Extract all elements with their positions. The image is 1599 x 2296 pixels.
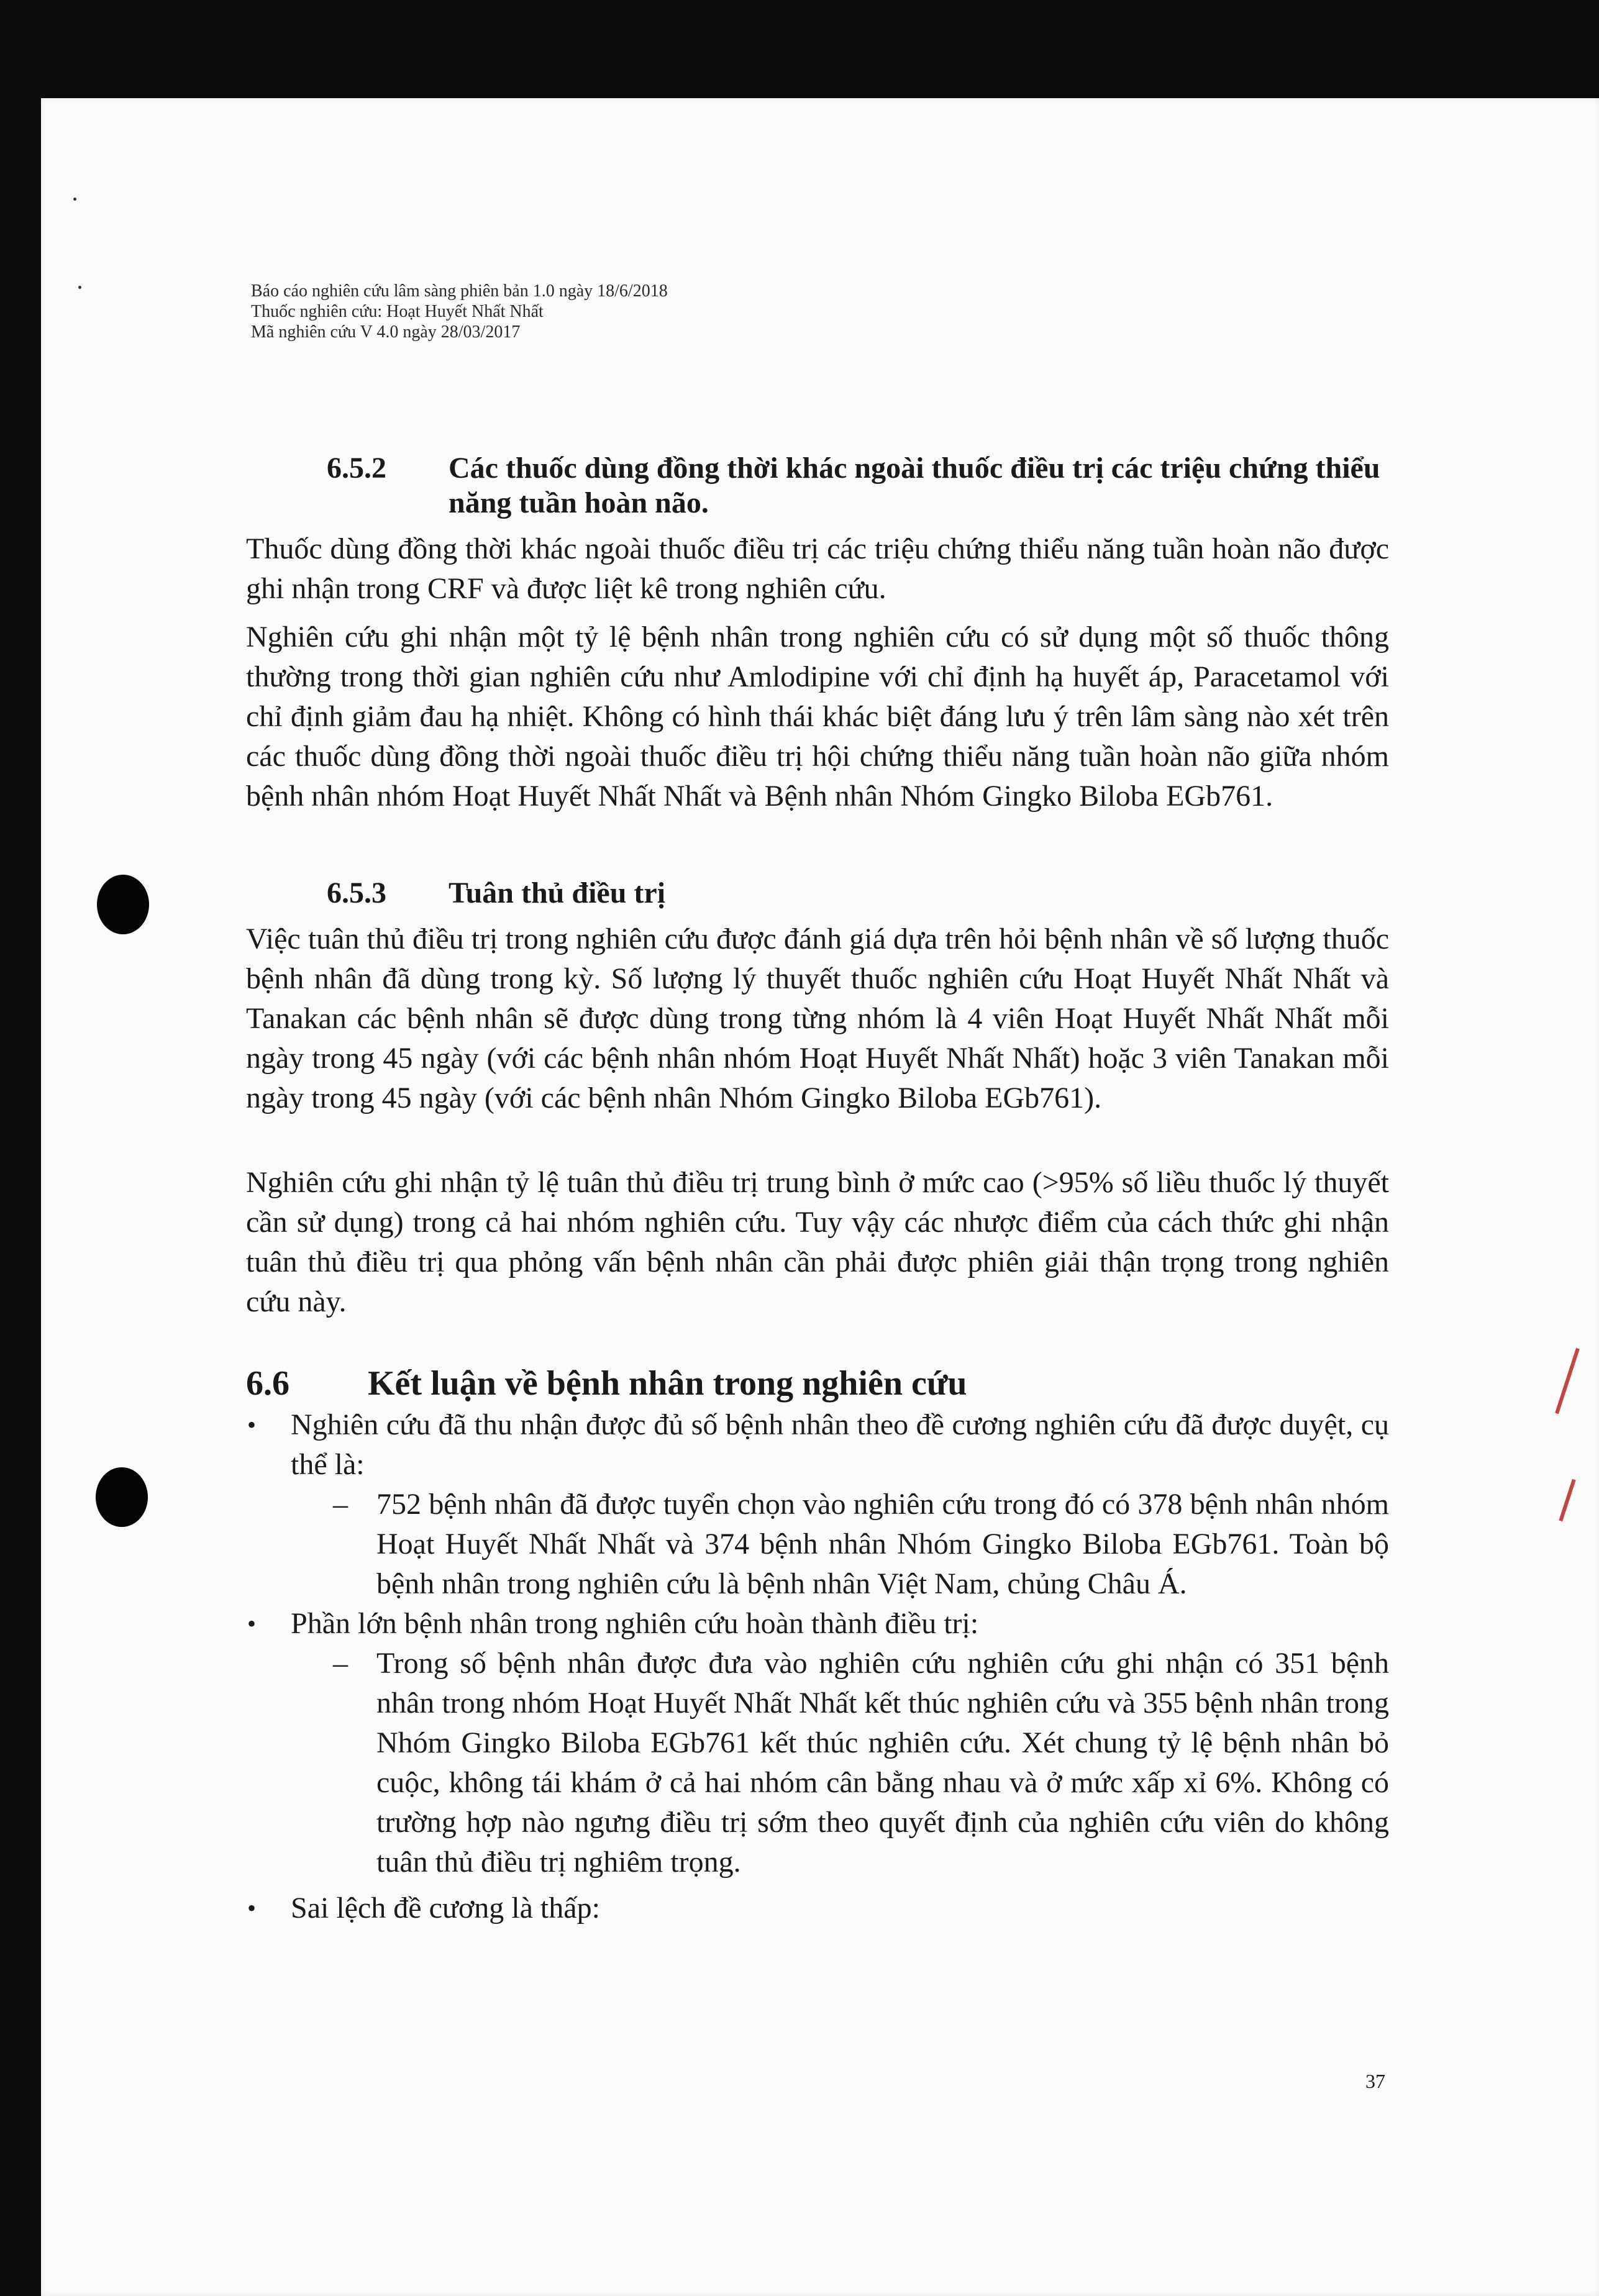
header-line: Báo cáo nghiên cứu lâm sàng phiên bản 1.0 ngày 18/6/2018 (251, 281, 668, 301)
scan-speck (78, 286, 81, 289)
paragraph: Việc tuân thủ điều trị trong nghiên cứu được đánh giá dựa trên hỏi bệnh nhân về số lượng thuốc bệnh nhân đã dùng trong kỳ. Số lượng lý thuyết thuốc nghiên cứu Hoạt Huyết Nhất Nhất và Tanakan các bệnh nhân sẽ được dùng trong từng nhóm là 4 viên Hoạt Huyết Nhất Nhất mỗi ngày trong 45 ngày (với các bệnh nhân nhóm Hoạt Huyết Nhất Nhất) hoặc 3 viên Tanakan mỗi ngày trong 45 ngày (với các bệnh nhân Nhóm Gingko Biloba EGb761). (246, 922, 1389, 1114)
bullet-marker: • (247, 1411, 257, 1439)
body-content (246, 451, 1389, 1928)
bullet-item (246, 1405, 1389, 1485)
paragraph: Nghiên cứu ghi nhận một tỷ lệ bệnh nhân trong nghiên cứu có sử dụng một số thuốc thông thường trong thời gian nghiên cứu như Amlodipine với chỉ định hạ huyết áp, Paracetamol với chỉ định giảm đau hạ nhiệt. Không có hình thái khác biệt đáng lưu ý trên lâm sàng nào xét trên các thuốc dùng đồng thời ngoài thuốc điều trị hội chứng thiểu năng tuần hoàn não giữa nhóm bệnh nhân nhóm Hoạt Huyết Nhất Nhất và Bệnh nhân Nhóm Gingko Biloba EGb761. (246, 621, 1389, 813)
header-line: Mã nghiên cứu V 4.0 ngày 28/03/2017 (251, 322, 521, 342)
dash-text: 752 bệnh nhân đã được tuyển chọn vào nghiên cứu trong đó có 378 bệnh nhân nhóm Hoạt Huyết Nhất Nhất và 374 bệnh nhân Nhóm Gingko Biloba EGb761. Toàn bộ bệnh nhân trong nghiên cứu là bệnh nhân Việt Nam, chủng Châu Á. (376, 1488, 1389, 1600)
section-number: 6.6 (246, 1364, 289, 1403)
dash-marker: – (333, 1488, 348, 1521)
paragraph: Thuốc dùng đồng thời khác ngoài thuốc điều trị các triệu chứng thiểu năng tuần hoàn não được ghi nhận trong CRF và được liệt kê trong nghiên cứu. (246, 532, 1389, 605)
page-number: 37 (1365, 2070, 1385, 2092)
running-header (251, 281, 668, 342)
bullet-item (246, 1888, 1389, 1928)
bullet-text: Phần lớn bệnh nhân trong nghiên cứu hoàn thành điều trị: (291, 1607, 979, 1640)
section-title: Các thuốc dùng đồng thời khác ngoài thuốc điều trị các triệu chứng thiểu năng tuần hoàn não. (449, 452, 1380, 519)
section-heading-6-6 (246, 1362, 1389, 1405)
header-line: Thuốc nghiên cứu: Hoạt Huyết Nhất Nhất (251, 302, 544, 321)
dash-item (246, 1485, 1389, 1604)
punch-hole-top (97, 875, 149, 934)
paragraph: Nghiên cứu ghi nhận tỷ lệ tuân thủ điều trị trung bình ở mức cao (>95% số liều thuốc lý thuyết cần sử dụng) trong cả hai nhóm nghiên cứu. Tuy vậy các nhược điểm của cách thức ghi nhận tuân thủ điều trị qua phỏng vấn bệnh nhân cần phải được phiên giải thận trọng trong nghiên cứu này. (246, 1166, 1389, 1318)
section-number: 6.5.2 (327, 452, 386, 485)
section-heading-6-5-2 (246, 451, 1389, 521)
section-title: Tuân thủ điều trị (449, 877, 666, 909)
bullet-item (246, 1604, 1389, 1644)
dash-marker: – (333, 1647, 348, 1680)
dash-text: Trong số bệnh nhân được đưa vào nghiên cứu nghiên cứu ghi nhận có 351 bệnh nhân trong nhóm Hoạt Huyết Nhất Nhất kết thúc nghiên cứu và 355 bệnh nhân trong Nhóm Gingko Biloba EGb761 kết thúc nghiên cứu. Xét chung tỷ lệ bệnh nhân bỏ cuộc, không tái khám ở cả hai nhóm cân bằng nhau và ở mức xấp xỉ 6%. Không có trường hợp nào ngưng điều trị sớm theo quyết định của nghiên cứu viên do không tuân thủ điều trị nghiêm trọng. (376, 1647, 1389, 1879)
dash-item (246, 1644, 1389, 1882)
section-title: Kết luận về bệnh nhân trong nghiên cứu (368, 1364, 967, 1403)
punch-hole-bottom (96, 1467, 148, 1527)
section-heading-6-5-3 (246, 876, 1389, 911)
bullet-marker: • (247, 1610, 257, 1638)
bullet-marker: • (247, 1894, 257, 1922)
section-number: 6.5.3 (327, 877, 386, 909)
bullet-text: Sai lệch đề cương là thấp: (291, 1892, 600, 1925)
scan-speck (73, 198, 76, 201)
bullet-text: Nghiên cứu đã thu nhận được đủ số bệnh nhân theo đề cương nghiên cứu đã được duyệt, cụ thể là: (291, 1408, 1389, 1481)
